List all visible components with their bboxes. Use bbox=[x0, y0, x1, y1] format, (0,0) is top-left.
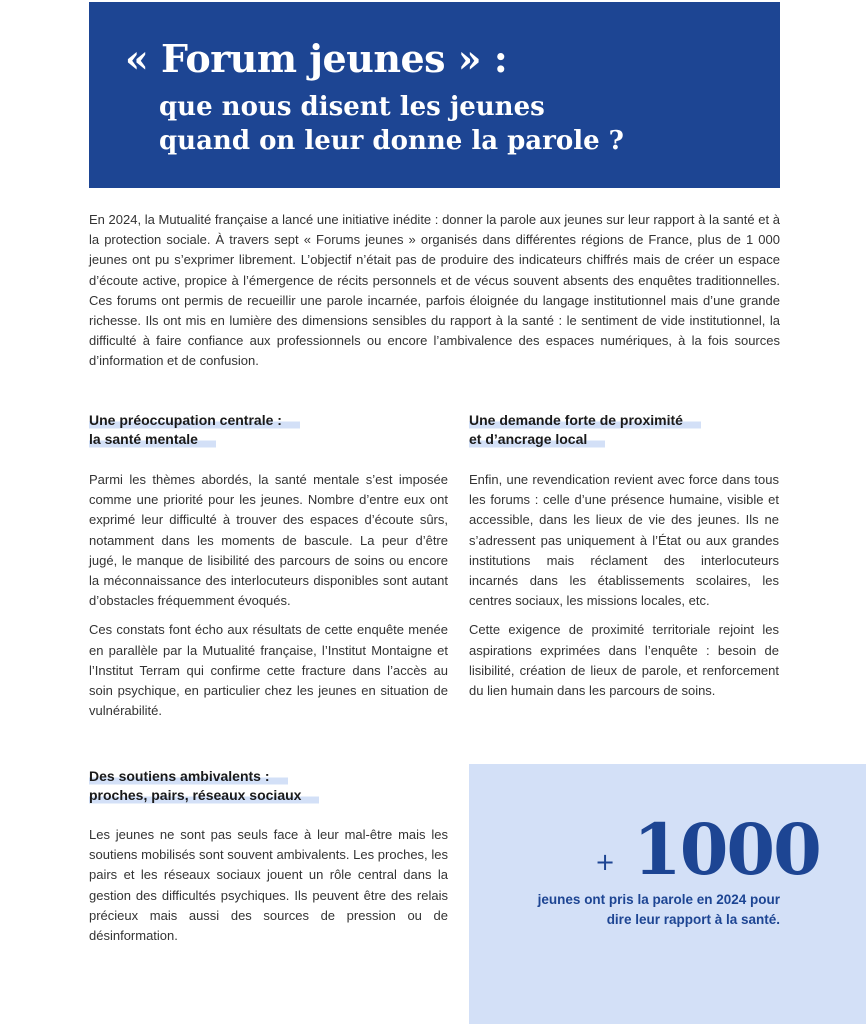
title-banner bbox=[89, 2, 780, 188]
heading-line-1: Des soutiens ambivalents : bbox=[89, 767, 288, 786]
stat-plus-sign: + bbox=[595, 848, 616, 876]
stat-callout bbox=[469, 764, 866, 1024]
stat-description-line-1: jeunes ont pris la parole en 2024 pour bbox=[537, 892, 780, 907]
section-paragraph: Parmi les thèmes abordés, la santé mentale s’est imposée comme une priorité pour les jeunes. Nombre d’entre eux ont exprimé leur difficulté à trouver des espaces d’écoute sûrs, notamment dans les moments de bascule. La peur d’être jugé, le manque de lisibilité des parcours de soins ou encore la méconnaissance des interlocuteurs disponibles sont autant d’obstacles fréquemment évoqués. bbox=[89, 472, 448, 609]
section-heading bbox=[469, 411, 779, 449]
intro-paragraph: En 2024, la Mutualité française a lancé une initiative inédite : donner la parole aux jeunes sur leur rapport à la santé et à la protection sociale. À travers sept « Forums jeunes » organisés dans différentes régions de France, plus de 1 000 jeunes ont pu s’exprimer librement. L’objectif n’était pas de produire des indicateurs chiffrés mais de créer un espace d’écoute active, propice à l’émergence de récits personnels et de vécus souvent absents des enquêtes traditionnelles. Ces forums ont permis de recueillir une parole incarnée, parfois éloignée du langage institutionnel mais d’une grande richesse. Ils ont mis en lumière des dimensions sensibles du rapport à la santé : le sentiment de vide institutionnel, la difficulté à faire confiance aux professionnels ou encore l’ambivalence des espaces numériques, à la fois sources d’information et de confusion. bbox=[89, 212, 780, 369]
section-paragraph: Ces constats font écho aux résultats de cette enquête menée en parallèle par la Mutualité française, l’Institut Montaigne et l’Institut Terram qui confirme cette fracture dans l’accès au soin psychique, en particulier chez les jeunes en situation de vulnérabilité. bbox=[89, 622, 448, 719]
section-support bbox=[89, 767, 448, 946]
stat-number: 1000 bbox=[633, 808, 820, 891]
subtitle-line-1: que nous disent les jeunes bbox=[159, 92, 545, 122]
section-mental-health bbox=[89, 411, 448, 721]
page-subtitle bbox=[159, 90, 624, 158]
section-proximity bbox=[469, 411, 779, 701]
heading-line-2: proches, pairs, réseaux sociaux bbox=[89, 786, 319, 805]
subtitle-line-2: quand on leur donne la parole ? bbox=[159, 126, 624, 156]
section-paragraph: Enfin, une revendication revient avec force dans tous les forums : celle d’une présence humaine, visible et accessible, dans les lieux de vie des jeunes. Ils ne s’adressent pas uniquement à l’État ou aux grandes institutions mais réclament des interlocuteurs incarnés dans les établissements scolaires, les centres sociaux, les missions locales, etc. bbox=[469, 472, 779, 609]
heading-line-2: et d’ancrage local bbox=[469, 430, 605, 449]
stat-description bbox=[460, 890, 780, 930]
heading-line-1: Une préoccupation centrale : bbox=[89, 411, 300, 430]
heading-line-1: Une demande forte de proximité bbox=[469, 411, 701, 430]
section-heading bbox=[89, 411, 448, 449]
heading-line-2: la santé mentale bbox=[89, 430, 216, 449]
page-title: « Forum jeunes » : bbox=[125, 36, 508, 81]
section-paragraph: Cette exigence de proximité territoriale rejoint les aspirations exprimées dans l’enquête : besoin de lisibilité, création de lieux de parole, et renforcement du lien humain dans les parcours de soins. bbox=[469, 622, 779, 699]
section-paragraph: Les jeunes ne sont pas seuls face à leur mal-être mais les soutiens mobilisés sont souvent ambivalents. Les proches, les pairs et les réseaux sociaux jouent un rôle central dans la gestion des difficultés psychiques. Ils peuvent être des relais précieux mais aussi des sources de pression ou de désinformation. bbox=[89, 827, 448, 944]
section-heading bbox=[89, 767, 448, 805]
stat-description-line-2: dire leur rapport à la santé. bbox=[606, 912, 780, 927]
